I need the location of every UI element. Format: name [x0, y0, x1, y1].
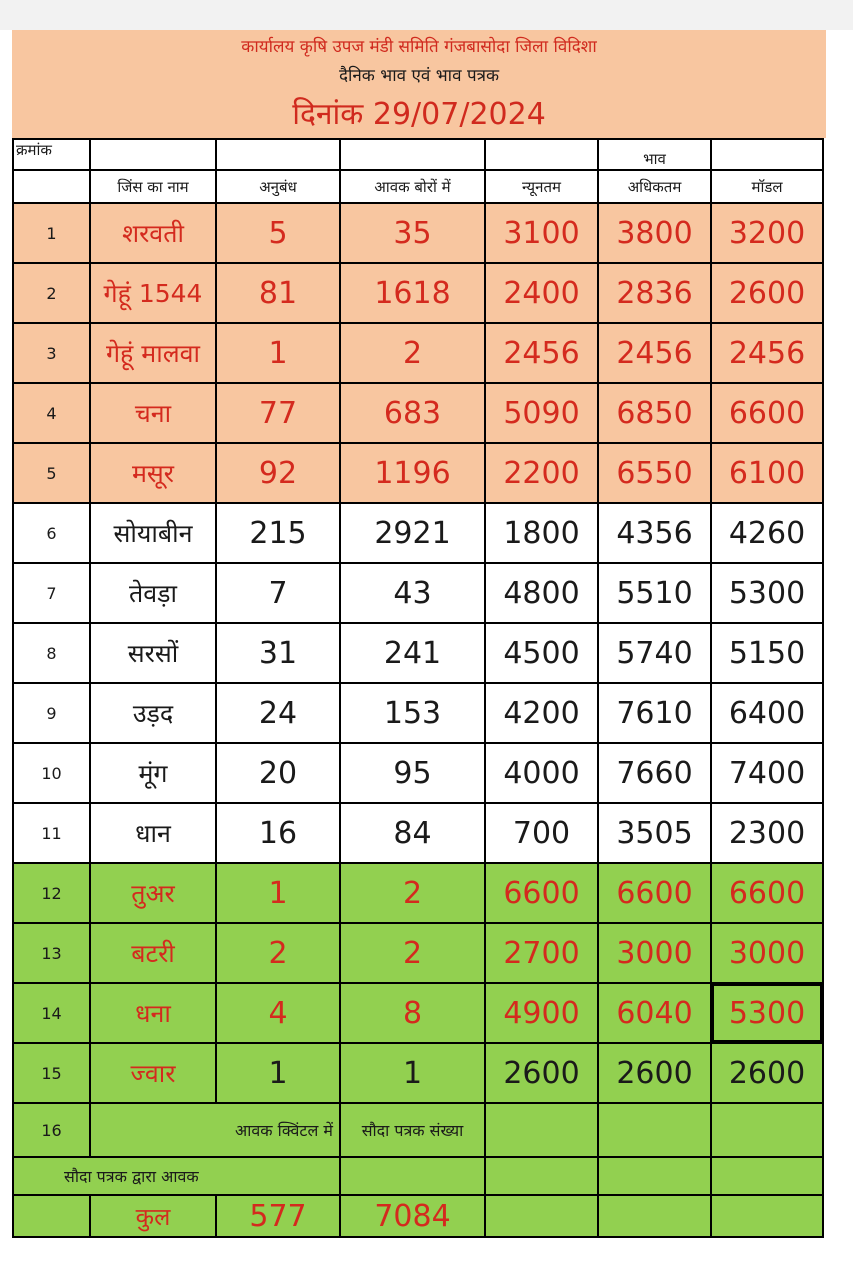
- row-contracts: 81: [216, 263, 340, 323]
- row-modal: 6400: [711, 683, 823, 743]
- row-sno: 12: [13, 863, 90, 923]
- row-crop: धना: [90, 983, 216, 1043]
- row-modal-selected-cell[interactable]: 5300: [711, 983, 823, 1043]
- row-bags: 95: [340, 743, 485, 803]
- row-crop: गेहूं 1544: [90, 263, 216, 323]
- row-bags: 8: [340, 983, 485, 1043]
- row-min: 2600: [485, 1043, 598, 1103]
- row-sno: 5: [13, 443, 90, 503]
- row-bags: 153: [340, 683, 485, 743]
- row-contracts: 31: [216, 623, 340, 683]
- price-table: [12, 138, 824, 1238]
- row-bags: 1618: [340, 263, 485, 323]
- row-min: 2200: [485, 443, 598, 503]
- row-modal: 2300: [711, 803, 823, 863]
- table-row: [13, 1043, 823, 1103]
- total-label: कुल: [90, 1195, 216, 1237]
- table-row: [13, 803, 823, 863]
- row16-blank: [485, 1103, 598, 1157]
- row-sno: 1: [13, 203, 90, 263]
- total-blank: [13, 1195, 90, 1237]
- row-bags: 35: [340, 203, 485, 263]
- row-bags: 2: [340, 863, 485, 923]
- row16-sno: 16: [13, 1103, 90, 1157]
- header-blank: [216, 139, 340, 170]
- row-crop: मसूर: [90, 443, 216, 503]
- header-blank: [13, 170, 90, 203]
- row-min: 2456: [485, 323, 598, 383]
- row-min: 4900: [485, 983, 598, 1043]
- header-blank: [485, 139, 598, 170]
- row16-blank: [711, 1103, 823, 1157]
- total-contracts: 577: [216, 1195, 340, 1237]
- total-blank: [711, 1195, 823, 1237]
- col-sno-header: क्रमांक: [13, 139, 90, 170]
- row-contracts: 4: [216, 983, 340, 1043]
- row-max: 3505: [598, 803, 711, 863]
- footer-total-row: [13, 1195, 823, 1237]
- row-sno: 15: [13, 1043, 90, 1103]
- row-sno: 9: [13, 683, 90, 743]
- row-sno: 11: [13, 803, 90, 863]
- row-contracts: 7: [216, 563, 340, 623]
- row-sno: 6: [13, 503, 90, 563]
- row-crop: बटरी: [90, 923, 216, 983]
- row-modal: 3000: [711, 923, 823, 983]
- table-row: [13, 863, 823, 923]
- sauda-blank: [711, 1157, 823, 1195]
- row-contracts: 24: [216, 683, 340, 743]
- row16-label-sauda-count: सौदा पत्रक संख्या: [340, 1103, 485, 1157]
- col-arrival-header: आवक बोरों में: [340, 170, 485, 203]
- row-min: 2700: [485, 923, 598, 983]
- row-contracts: 92: [216, 443, 340, 503]
- row-contracts: 77: [216, 383, 340, 443]
- row-crop: उड़द: [90, 683, 216, 743]
- row-crop: गेहूं मालवा: [90, 323, 216, 383]
- table-row: [13, 983, 823, 1043]
- row-min: 4200: [485, 683, 598, 743]
- row-contracts: 1: [216, 863, 340, 923]
- row-modal: 5300: [711, 563, 823, 623]
- table-row: [13, 383, 823, 443]
- sheet-date: दिनांक 29/07/2024: [292, 97, 546, 132]
- row-contracts: 20: [216, 743, 340, 803]
- row-max: 6040: [598, 983, 711, 1043]
- table-row: [13, 203, 823, 263]
- row-bags: 2: [340, 323, 485, 383]
- table-row: [13, 503, 823, 563]
- table-row: [13, 443, 823, 503]
- table-row: [13, 743, 823, 803]
- row-contracts: 1: [216, 1043, 340, 1103]
- row-crop: तुअर: [90, 863, 216, 923]
- col-price-group-header: भाव: [598, 139, 711, 170]
- row-min: 5090: [485, 383, 598, 443]
- row-sno: 3: [13, 323, 90, 383]
- row-contracts: 5: [216, 203, 340, 263]
- sauda-blank: [598, 1157, 711, 1195]
- row-min: 4500: [485, 623, 598, 683]
- row-modal: 7400: [711, 743, 823, 803]
- row-contracts: 1: [216, 323, 340, 383]
- row-crop: मूंग: [90, 743, 216, 803]
- row-max: 3800: [598, 203, 711, 263]
- sauda-blank: [340, 1157, 485, 1195]
- row-bags: 1196: [340, 443, 485, 503]
- row-bags: 241: [340, 623, 485, 683]
- row-modal: 2600: [711, 263, 823, 323]
- header-row-1: [13, 139, 823, 170]
- header-blank: [340, 139, 485, 170]
- row-crop: शरवती: [90, 203, 216, 263]
- row-modal: 6100: [711, 443, 823, 503]
- row-max: 6600: [598, 863, 711, 923]
- col-contracts-header: अनुबंध: [216, 170, 340, 203]
- row-bags: 2: [340, 923, 485, 983]
- row-sno: 13: [13, 923, 90, 983]
- row-sno: 14: [13, 983, 90, 1043]
- row-crop: चना: [90, 383, 216, 443]
- row-min: 700: [485, 803, 598, 863]
- row-max: 6850: [598, 383, 711, 443]
- row-min: 6600: [485, 863, 598, 923]
- sauda-arrival-label: सौदा पत्रक द्वारा आवक: [13, 1157, 340, 1195]
- row-modal: 6600: [711, 863, 823, 923]
- header-blank: [711, 139, 823, 170]
- row-bags: 2921: [340, 503, 485, 563]
- row-min: 2400: [485, 263, 598, 323]
- row-modal: 6600: [711, 383, 823, 443]
- total-bags: 7084: [340, 1195, 485, 1237]
- header-row-2: [13, 170, 823, 203]
- row-max: 5510: [598, 563, 711, 623]
- col-crop-header: जिंस का नाम: [90, 170, 216, 203]
- row-min: 4800: [485, 563, 598, 623]
- row-max: 4356: [598, 503, 711, 563]
- col-modal-header: मॉडल: [711, 170, 823, 203]
- row16-blank: [598, 1103, 711, 1157]
- footer-row-16: [13, 1103, 823, 1157]
- row-max: 5740: [598, 623, 711, 683]
- row-min: 4000: [485, 743, 598, 803]
- row-modal: 2456: [711, 323, 823, 383]
- row-min: 1800: [485, 503, 598, 563]
- row-contracts: 16: [216, 803, 340, 863]
- row-sno: 10: [13, 743, 90, 803]
- col-max-header: अधिकतम: [598, 170, 711, 203]
- sauda-blank: [485, 1157, 598, 1195]
- table-row: [13, 683, 823, 743]
- office-title: कार्यालय कृषि उपज मंडी समिति गंजबासोदा जिला विदिशा: [241, 37, 597, 57]
- row-max: 3000: [598, 923, 711, 983]
- row-contracts: 2: [216, 923, 340, 983]
- top-band: [0, 0, 853, 30]
- row-modal: 2600: [711, 1043, 823, 1103]
- table-row: [13, 323, 823, 383]
- row-modal: 3200: [711, 203, 823, 263]
- total-blank: [485, 1195, 598, 1237]
- footer-sauda-row: [13, 1157, 823, 1195]
- row-crop: सोयाबीन: [90, 503, 216, 563]
- row-contracts: 215: [216, 503, 340, 563]
- table-row: [13, 923, 823, 983]
- row-bags: 43: [340, 563, 485, 623]
- row-modal: 4260: [711, 503, 823, 563]
- row-bags: 84: [340, 803, 485, 863]
- header-blank: [90, 139, 216, 170]
- row-max: 2600: [598, 1043, 711, 1103]
- row-min: 3100: [485, 203, 598, 263]
- row-max: 7660: [598, 743, 711, 803]
- row-sno: 8: [13, 623, 90, 683]
- row-crop: तेवड़ा: [90, 563, 216, 623]
- row-max: 7610: [598, 683, 711, 743]
- sheet-subtitle: दैनिक भाव एवं भाव पत्रक: [338, 66, 500, 86]
- table-row: [13, 623, 823, 683]
- row-modal: 5150: [711, 623, 823, 683]
- row-sno: 4: [13, 383, 90, 443]
- row16-label-arrival-quintal: आवक क्विंटल में: [90, 1103, 340, 1157]
- total-blank: [598, 1195, 711, 1237]
- row-bags: 683: [340, 383, 485, 443]
- row-bags: 1: [340, 1043, 485, 1103]
- row-crop: सरसों: [90, 623, 216, 683]
- row-sno: 7: [13, 563, 90, 623]
- row-sno: 2: [13, 263, 90, 323]
- row-crop: धान: [90, 803, 216, 863]
- row-max: 6550: [598, 443, 711, 503]
- table-row: [13, 263, 823, 323]
- row-max: 2456: [598, 323, 711, 383]
- row-crop: ज्वार: [90, 1043, 216, 1103]
- row-max: 2836: [598, 263, 711, 323]
- sheet-header: [12, 30, 826, 138]
- col-min-header: न्यूनतम: [485, 170, 598, 203]
- table-row: [13, 563, 823, 623]
